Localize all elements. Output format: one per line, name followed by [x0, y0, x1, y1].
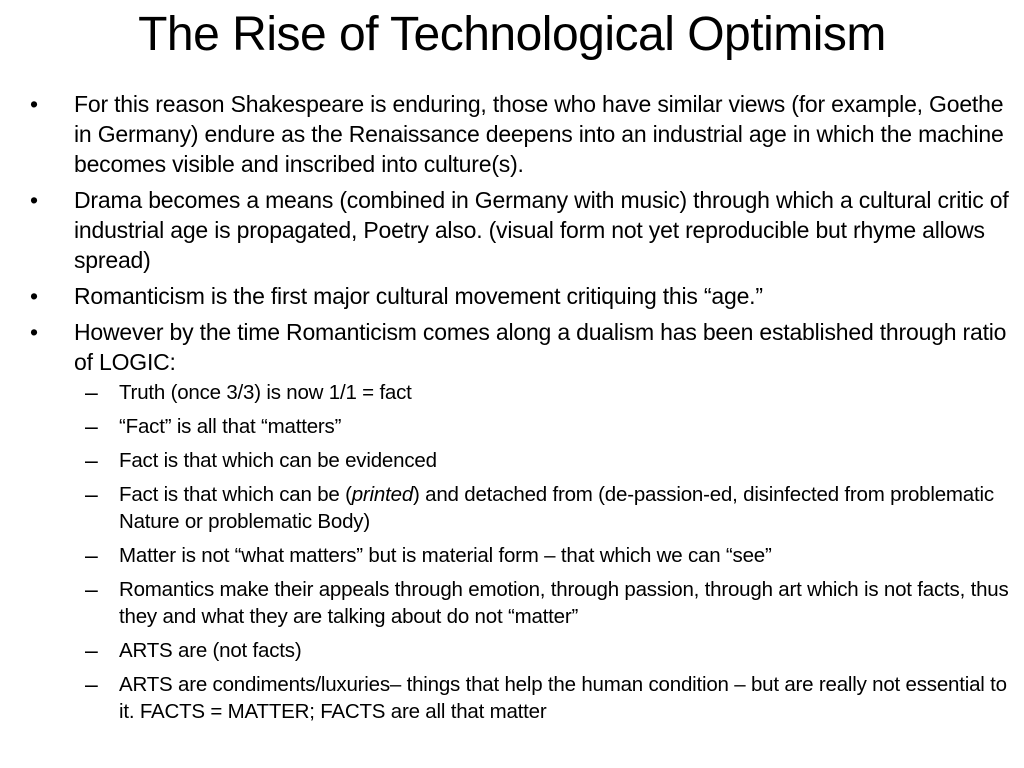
- bullet-text: For this reason Shakespeare is enduring, those who have similar views (for example, Goethe in Germany) endure as the Renaissance deepens into an industrial age in which the machine becomes visible and inscribed into culture(s).: [74, 91, 1004, 177]
- sub-bullet-text-italic: printed: [351, 483, 414, 506]
- bullet-item-drama: [30, 185, 1018, 275]
- sub-bullet-list: [74, 379, 1018, 725]
- sub-bullet-text-before: Fact is that which can be (: [119, 483, 352, 506]
- sub-bullet-text: Fact is that which can be evidenced: [119, 449, 437, 472]
- bullet-marker: •: [30, 187, 38, 213]
- sub-bullet-arts-condiments: [74, 671, 1018, 725]
- bullet-item-shakespeare: [30, 89, 1018, 179]
- sub-bullet-evidenced: [74, 447, 1018, 474]
- sub-bullet-text: Romantics make their appeals through emotion, through passion, through art which is not facts, thus they and what they are talking about do not “matter”: [119, 578, 1009, 628]
- dash-marker: –: [85, 671, 98, 697]
- sub-bullet-printed: [74, 481, 1018, 535]
- sub-bullet-arts-not-facts: [74, 637, 1018, 664]
- dash-marker: –: [85, 637, 98, 663]
- sub-bullet-text: ARTS are (not facts): [119, 639, 302, 662]
- sub-bullet-matter: [74, 542, 1018, 569]
- sub-bullet-text: Truth (once 3/3) is now 1/1 = fact: [119, 381, 412, 404]
- sub-bullet-truth: [74, 379, 1018, 406]
- dash-marker: –: [85, 542, 98, 568]
- dash-marker: –: [85, 447, 98, 473]
- bullet-text: Romanticism is the first major cultural movement critiquing this “age.”: [74, 283, 763, 309]
- slide-title: The Rise of Technological Optimism: [138, 8, 886, 61]
- sub-bullet-fact-matters: [74, 413, 1018, 440]
- dash-marker: –: [85, 413, 98, 439]
- bullet-text: However by the time Romanticism comes along a dualism has been established through ratio of LOGIC:: [74, 319, 1007, 375]
- bullet-item-romanticism: [30, 281, 1018, 311]
- bullet-text: Drama becomes a means (combined in Germany with music) through which a cultural critic of industrial age is propagated, Poetry also. (visual form not yet reproducible but rhyme allows spread): [74, 187, 1009, 273]
- bullet-marker: •: [30, 319, 38, 345]
- sub-bullet-text-after: ) and detached from (de-passion-ed, disinfected from problematic Nature or problematic Body): [119, 483, 994, 533]
- dash-marker: –: [85, 576, 98, 602]
- sub-bullet-romantics: [74, 576, 1018, 630]
- bullet-item-dualism: [30, 317, 1018, 725]
- bullet-marker: •: [30, 283, 38, 309]
- dash-marker: –: [85, 379, 98, 405]
- sub-bullet-text: ARTS are condiments/luxuries– things that help the human condition – but are really not essential to it. FACTS = MATTER; FACTS are all that matter: [119, 673, 1007, 723]
- sub-bullet-text: Matter is not “what matters” but is material form – that which we can “see”: [119, 544, 772, 567]
- sub-bullet-text: “Fact” is all that “matters”: [119, 415, 342, 438]
- dash-marker: –: [85, 481, 98, 507]
- bullet-marker: •: [30, 91, 38, 117]
- bullet-list: [30, 89, 1018, 732]
